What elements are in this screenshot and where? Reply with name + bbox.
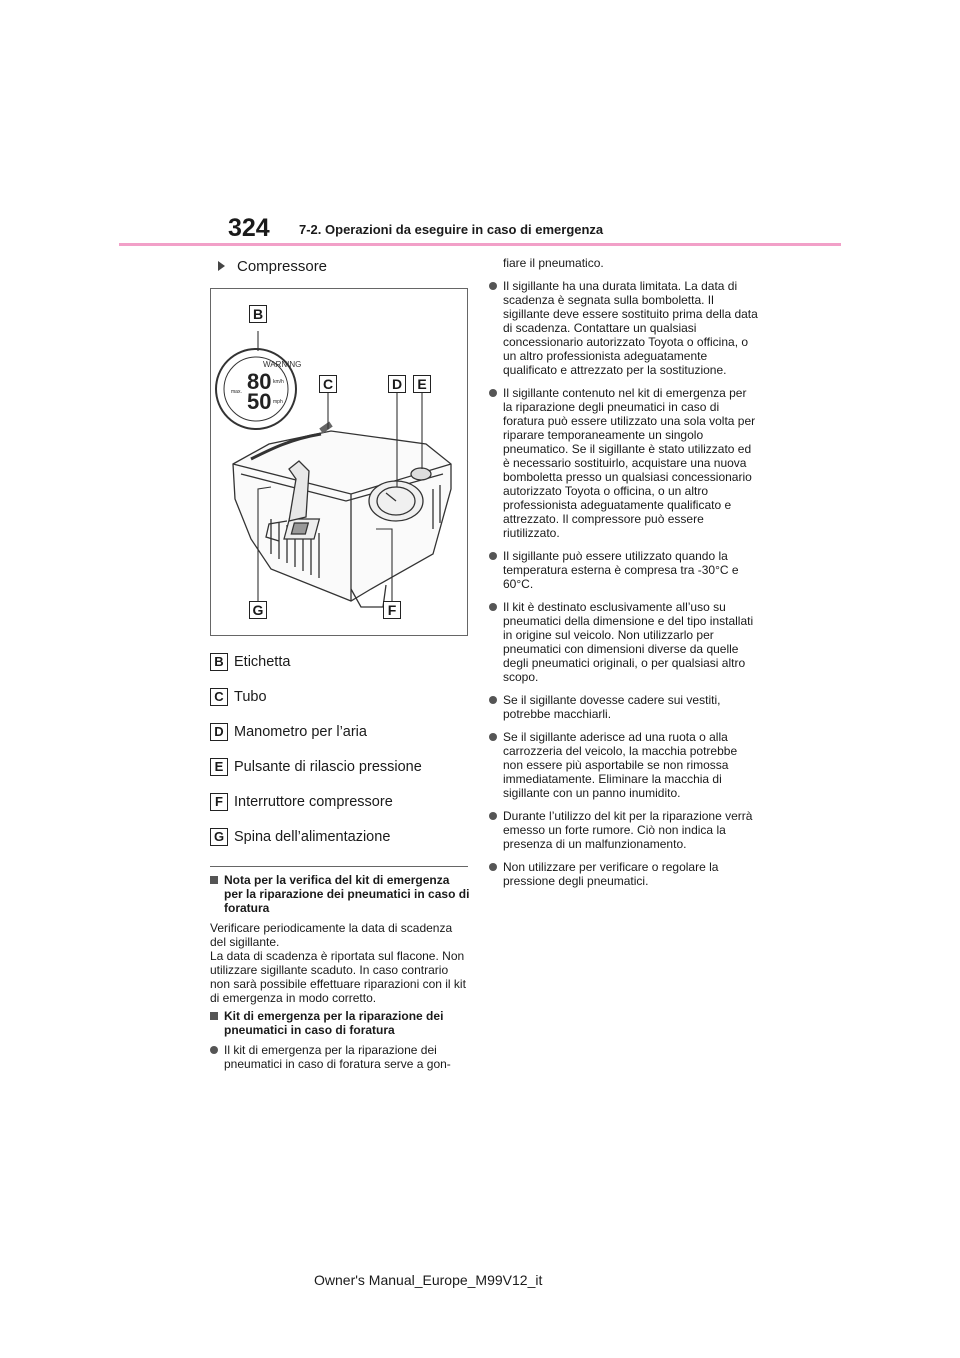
bullet-item xyxy=(489,279,759,377)
label-unit-kmh: km/h xyxy=(273,379,284,385)
bullet-text: Il sigillante contenuto nel kit di emergenza per la riparazione degli pneumatici in caso di foratura può essere utilizzato una sola volta per riparare temporaneamente un singolo pneumatico. Se il sigillante è stato utilizzato ed è necessario sostituirlo, acquistare una nuova bomboletta presso un qualsiasi concessionario autorizzato Toyota o officina, o un altro professionista adeguatamente qualificato e attrezzato. Il compressore può essere riutilizzato. xyxy=(503,386,756,540)
left-column xyxy=(210,256,470,1071)
bullet-text: Se il sigillante aderisce ad una ruota o alla carrozzeria del veicolo, la macchia potrebbe non essere più asportabile se non rimossa immediatamente. Eliminare la macchia di sigillante con un panno inumidito. xyxy=(503,730,738,800)
round-bullet-icon xyxy=(489,863,497,871)
legend-badge: B xyxy=(210,653,228,671)
bullet-text: Se il sigillante dovesse cadere sui vestiti, potrebbe macchiarli. xyxy=(503,693,721,721)
compressor-illustration xyxy=(211,289,467,635)
bullet-item xyxy=(489,860,759,888)
bullet-item xyxy=(489,693,759,721)
continuation-text: fiare il pneumatico. xyxy=(503,256,604,270)
legend-item xyxy=(210,749,470,784)
bullet-item xyxy=(489,730,759,800)
callout-g: G xyxy=(249,601,267,619)
legend-item xyxy=(210,679,470,714)
bullet-text: Il kit è destinato esclusivamente all’uso su pneumatici della dimensione e del tipo installati in origine sul veicolo. Non utilizzarlo per pneumatici con dimensioni diverse da quelle degli pneumatici originali, o per qualsiasi altro scopo. xyxy=(503,600,754,684)
note-heading-text: Nota per la verifica del kit di emergenza per la riparazione dei pneumatici in caso di foratura xyxy=(224,873,470,915)
bullet-text: Il sigillante può essere utilizzato quando la temperatura esterna è compresa tra -30°C e 60°C. xyxy=(503,549,739,591)
subheading-text: Compressore xyxy=(237,257,328,275)
legend-item xyxy=(210,819,470,854)
note-heading xyxy=(210,1009,470,1037)
bullet-item xyxy=(489,386,759,540)
bullet-text: Il sigillante ha una durata limitata. La data di scadenza è segnata sulla bomboletta. Il sigillante deve essere sostituito prima della data di scadenza. Contattare un qualsiasi concessionario autorizzato Toyota o officina, o un altro professionista adeguatamente qualificato e attrezzato per la sostituzione. xyxy=(503,279,758,377)
bullet-item xyxy=(489,600,759,684)
label-speed-50: 50 xyxy=(247,389,272,414)
bullet-item xyxy=(489,809,759,851)
callout-c: C xyxy=(319,375,337,393)
square-bullet-icon xyxy=(210,876,218,884)
legend-item xyxy=(210,644,470,679)
bullet-text: Durante l’utilizzo del kit per la riparazione verrà emesso un forte rumore. Ciò non indica la presenza di un malfunzionamento. xyxy=(503,809,753,851)
note-paragraph-line: Verificare periodicamente la data di scadenza del sigillante. xyxy=(210,921,453,949)
label-speed-80: 80 xyxy=(247,369,272,394)
subheading xyxy=(218,256,470,276)
legend-text: Manometro per l’aria xyxy=(234,723,367,740)
round-bullet-icon xyxy=(489,733,497,741)
note-heading xyxy=(210,873,470,915)
legend-item xyxy=(210,784,470,819)
round-bullet-icon xyxy=(489,696,497,704)
round-bullet-icon xyxy=(489,603,497,611)
note-heading-text: Kit di emergenza per la riparazione dei pneumatici in caso di foratura xyxy=(224,1009,444,1037)
legend-badge: E xyxy=(210,758,228,776)
section-title: 7-2. Operazioni da eseguire in caso di emergenza xyxy=(299,222,604,237)
legend-item xyxy=(210,714,470,749)
footer: Owner's Manual_Europe_M99V12_it xyxy=(314,1272,543,1288)
callout-d: D xyxy=(388,375,406,393)
label-max: max. xyxy=(231,389,242,395)
bullet-item xyxy=(489,549,759,591)
callout-e: E xyxy=(413,375,431,393)
label-warning-text: WARNING xyxy=(263,360,302,369)
legend-text: Spina dell’alimentazione xyxy=(234,828,391,845)
round-bullet-icon xyxy=(489,389,497,397)
bullet-text: Non utilizzare per verificare o regolare la pressione degli pneumatici. xyxy=(503,860,719,888)
legend-text: Etichetta xyxy=(234,653,291,670)
legend-text: Pulsante di rilascio pressione xyxy=(234,758,422,775)
compressor-figure xyxy=(210,288,468,636)
legend-text: Tubo xyxy=(234,688,267,705)
header-rule xyxy=(119,243,841,246)
legend-badge: D xyxy=(210,723,228,741)
label-unit-mph: mph xyxy=(273,399,283,405)
round-bullet-icon xyxy=(210,1046,218,1054)
callout-f: F xyxy=(383,601,401,619)
note-divider xyxy=(210,866,468,867)
legend xyxy=(210,644,470,854)
right-column xyxy=(489,256,759,888)
legend-badge: C xyxy=(210,688,228,706)
legend-badge: F xyxy=(210,793,228,811)
square-bullet-icon xyxy=(210,1012,218,1020)
round-bullet-icon xyxy=(489,812,497,820)
legend-badge: G xyxy=(210,828,228,846)
callout-b: B xyxy=(249,305,267,323)
note-paragraph-line: La data di scadenza è riportata sul flacone. Non utilizzare sigillante scaduto. In caso contrario non sarà possibile effettuare riparazioni con il kit di emergenza in modo corretto. xyxy=(210,949,466,1005)
round-bullet-icon xyxy=(489,282,497,290)
note-paragraph xyxy=(210,921,470,1005)
round-bullet-icon xyxy=(489,552,497,560)
bullet-item xyxy=(210,1043,470,1071)
page-number: 324 xyxy=(228,214,270,242)
bullet-text: Il kit di emergenza per la riparazione dei pneumatici in caso di foratura serve a gon- xyxy=(224,1043,451,1071)
triangle-bullet-icon xyxy=(218,261,225,271)
legend-text: Interruttore compressore xyxy=(234,793,393,810)
